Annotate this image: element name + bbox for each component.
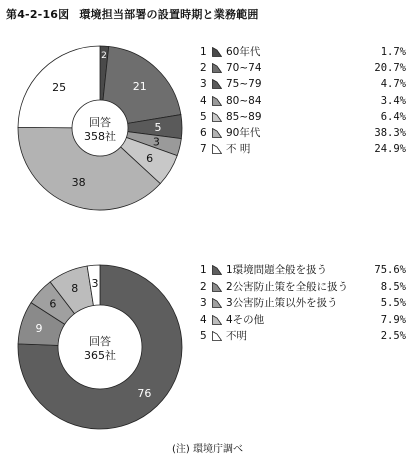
legend-number: 6 xyxy=(200,126,207,139)
pie-chart-establishment-period xyxy=(0,20,200,235)
legend-label: 2公害防止策を全般に扱う xyxy=(226,280,349,293)
legend-swatch xyxy=(212,315,222,325)
legend-number: 1 xyxy=(200,46,207,58)
legend-value: 4.7% xyxy=(380,78,406,91)
legend-item xyxy=(200,312,410,329)
legend-value: 38.3% xyxy=(374,126,406,139)
slice-label-2-5: 3 xyxy=(91,277,99,291)
legend-scope-of-work xyxy=(200,262,410,345)
legend-number: 7 xyxy=(200,143,207,156)
center-label-1-1: 回答 xyxy=(89,116,111,129)
slice-label-2-2: 9 xyxy=(35,321,43,335)
legend-value: 1.7% xyxy=(380,46,406,58)
legend-item xyxy=(200,279,410,296)
legend-value: 5.5% xyxy=(380,297,406,309)
legend-item xyxy=(200,328,410,345)
legend-number: 2 xyxy=(200,62,207,75)
legend-item xyxy=(200,44,410,60)
legend-number: 3 xyxy=(200,297,207,309)
legend-item xyxy=(200,76,410,92)
legend-number: 3 xyxy=(200,78,207,91)
center-label-2-1: 回答 xyxy=(89,335,111,348)
legend-value: 7.9% xyxy=(380,313,406,326)
legend-item xyxy=(200,125,410,141)
legend-swatch xyxy=(212,282,222,292)
legend-establishment-period xyxy=(200,44,410,157)
slice-label-1-7: 25 xyxy=(52,80,67,94)
legend-swatch xyxy=(212,265,222,275)
legend-swatch xyxy=(212,79,222,89)
legend-value: 3.4% xyxy=(380,94,406,107)
legend-item xyxy=(200,262,410,279)
legend-swatch xyxy=(212,63,222,73)
legend-label: 1環境問題全般を扱う xyxy=(226,264,328,276)
center-label-1-2: 358社 xyxy=(84,130,116,143)
legend-label: 60年代 xyxy=(226,46,261,58)
slice-label-2-3: 6 xyxy=(49,297,57,311)
legend-label: 75~79 xyxy=(226,78,262,91)
legend-value: 2.5% xyxy=(380,330,406,342)
legend-value: 8.5% xyxy=(380,280,406,293)
legend-label: 4その他 xyxy=(226,313,265,326)
legend-value: 6.4% xyxy=(380,110,406,123)
legend-item xyxy=(200,295,410,312)
source-note: (注) 環境庁調べ xyxy=(172,444,243,455)
legend-label: 不明 xyxy=(226,330,247,342)
legend-swatch xyxy=(212,144,222,154)
slice-label-1-3: 5 xyxy=(154,120,162,134)
legend-label: 80~84 xyxy=(226,94,262,107)
slice-label-1-1: 2 xyxy=(101,51,107,62)
legend-swatch xyxy=(212,331,222,341)
legend-swatch xyxy=(212,298,222,308)
legend-value: 20.7% xyxy=(374,62,406,75)
legend-swatch xyxy=(212,96,222,106)
legend-value: 24.9% xyxy=(374,143,406,156)
legend-item xyxy=(200,93,410,109)
legend-value: 75.6% xyxy=(374,264,406,276)
slice-label-1-5: 6 xyxy=(146,152,154,166)
legend-label: 90年代 xyxy=(226,126,261,139)
figure-number: 第4-2-16図 xyxy=(6,8,70,21)
slice-label-1-2: 21 xyxy=(132,79,147,93)
center-label-2-2: 365社 xyxy=(84,349,116,362)
slice-label-2-4: 8 xyxy=(71,282,79,296)
legend-swatch xyxy=(212,128,222,138)
legend-label: 3公害防止策以外を扱う xyxy=(226,297,338,309)
legend-number: 4 xyxy=(200,94,207,107)
slice-label-1-4: 3 xyxy=(152,135,160,149)
legend-number: 5 xyxy=(200,330,207,342)
legend-label: 70~74 xyxy=(226,62,262,75)
legend-item xyxy=(200,60,410,76)
legend-number: 1 xyxy=(200,264,207,276)
legend-item xyxy=(200,141,410,157)
legend-swatch xyxy=(212,47,222,57)
figure-title-text: 環境担当部署の設置時期と業務範囲 xyxy=(79,8,259,21)
legend-label: 85~89 xyxy=(226,110,262,123)
slice-label-1-6: 38 xyxy=(71,175,86,189)
legend-number: 2 xyxy=(200,280,207,293)
slice-label-2-1: 76 xyxy=(137,387,152,401)
legend-label: 不 明 xyxy=(226,143,251,156)
legend-number: 4 xyxy=(200,313,207,326)
legend-item xyxy=(200,109,410,125)
legend-number: 5 xyxy=(200,110,207,123)
legend-swatch xyxy=(212,112,222,122)
pie-chart-scope-of-work xyxy=(0,255,200,440)
